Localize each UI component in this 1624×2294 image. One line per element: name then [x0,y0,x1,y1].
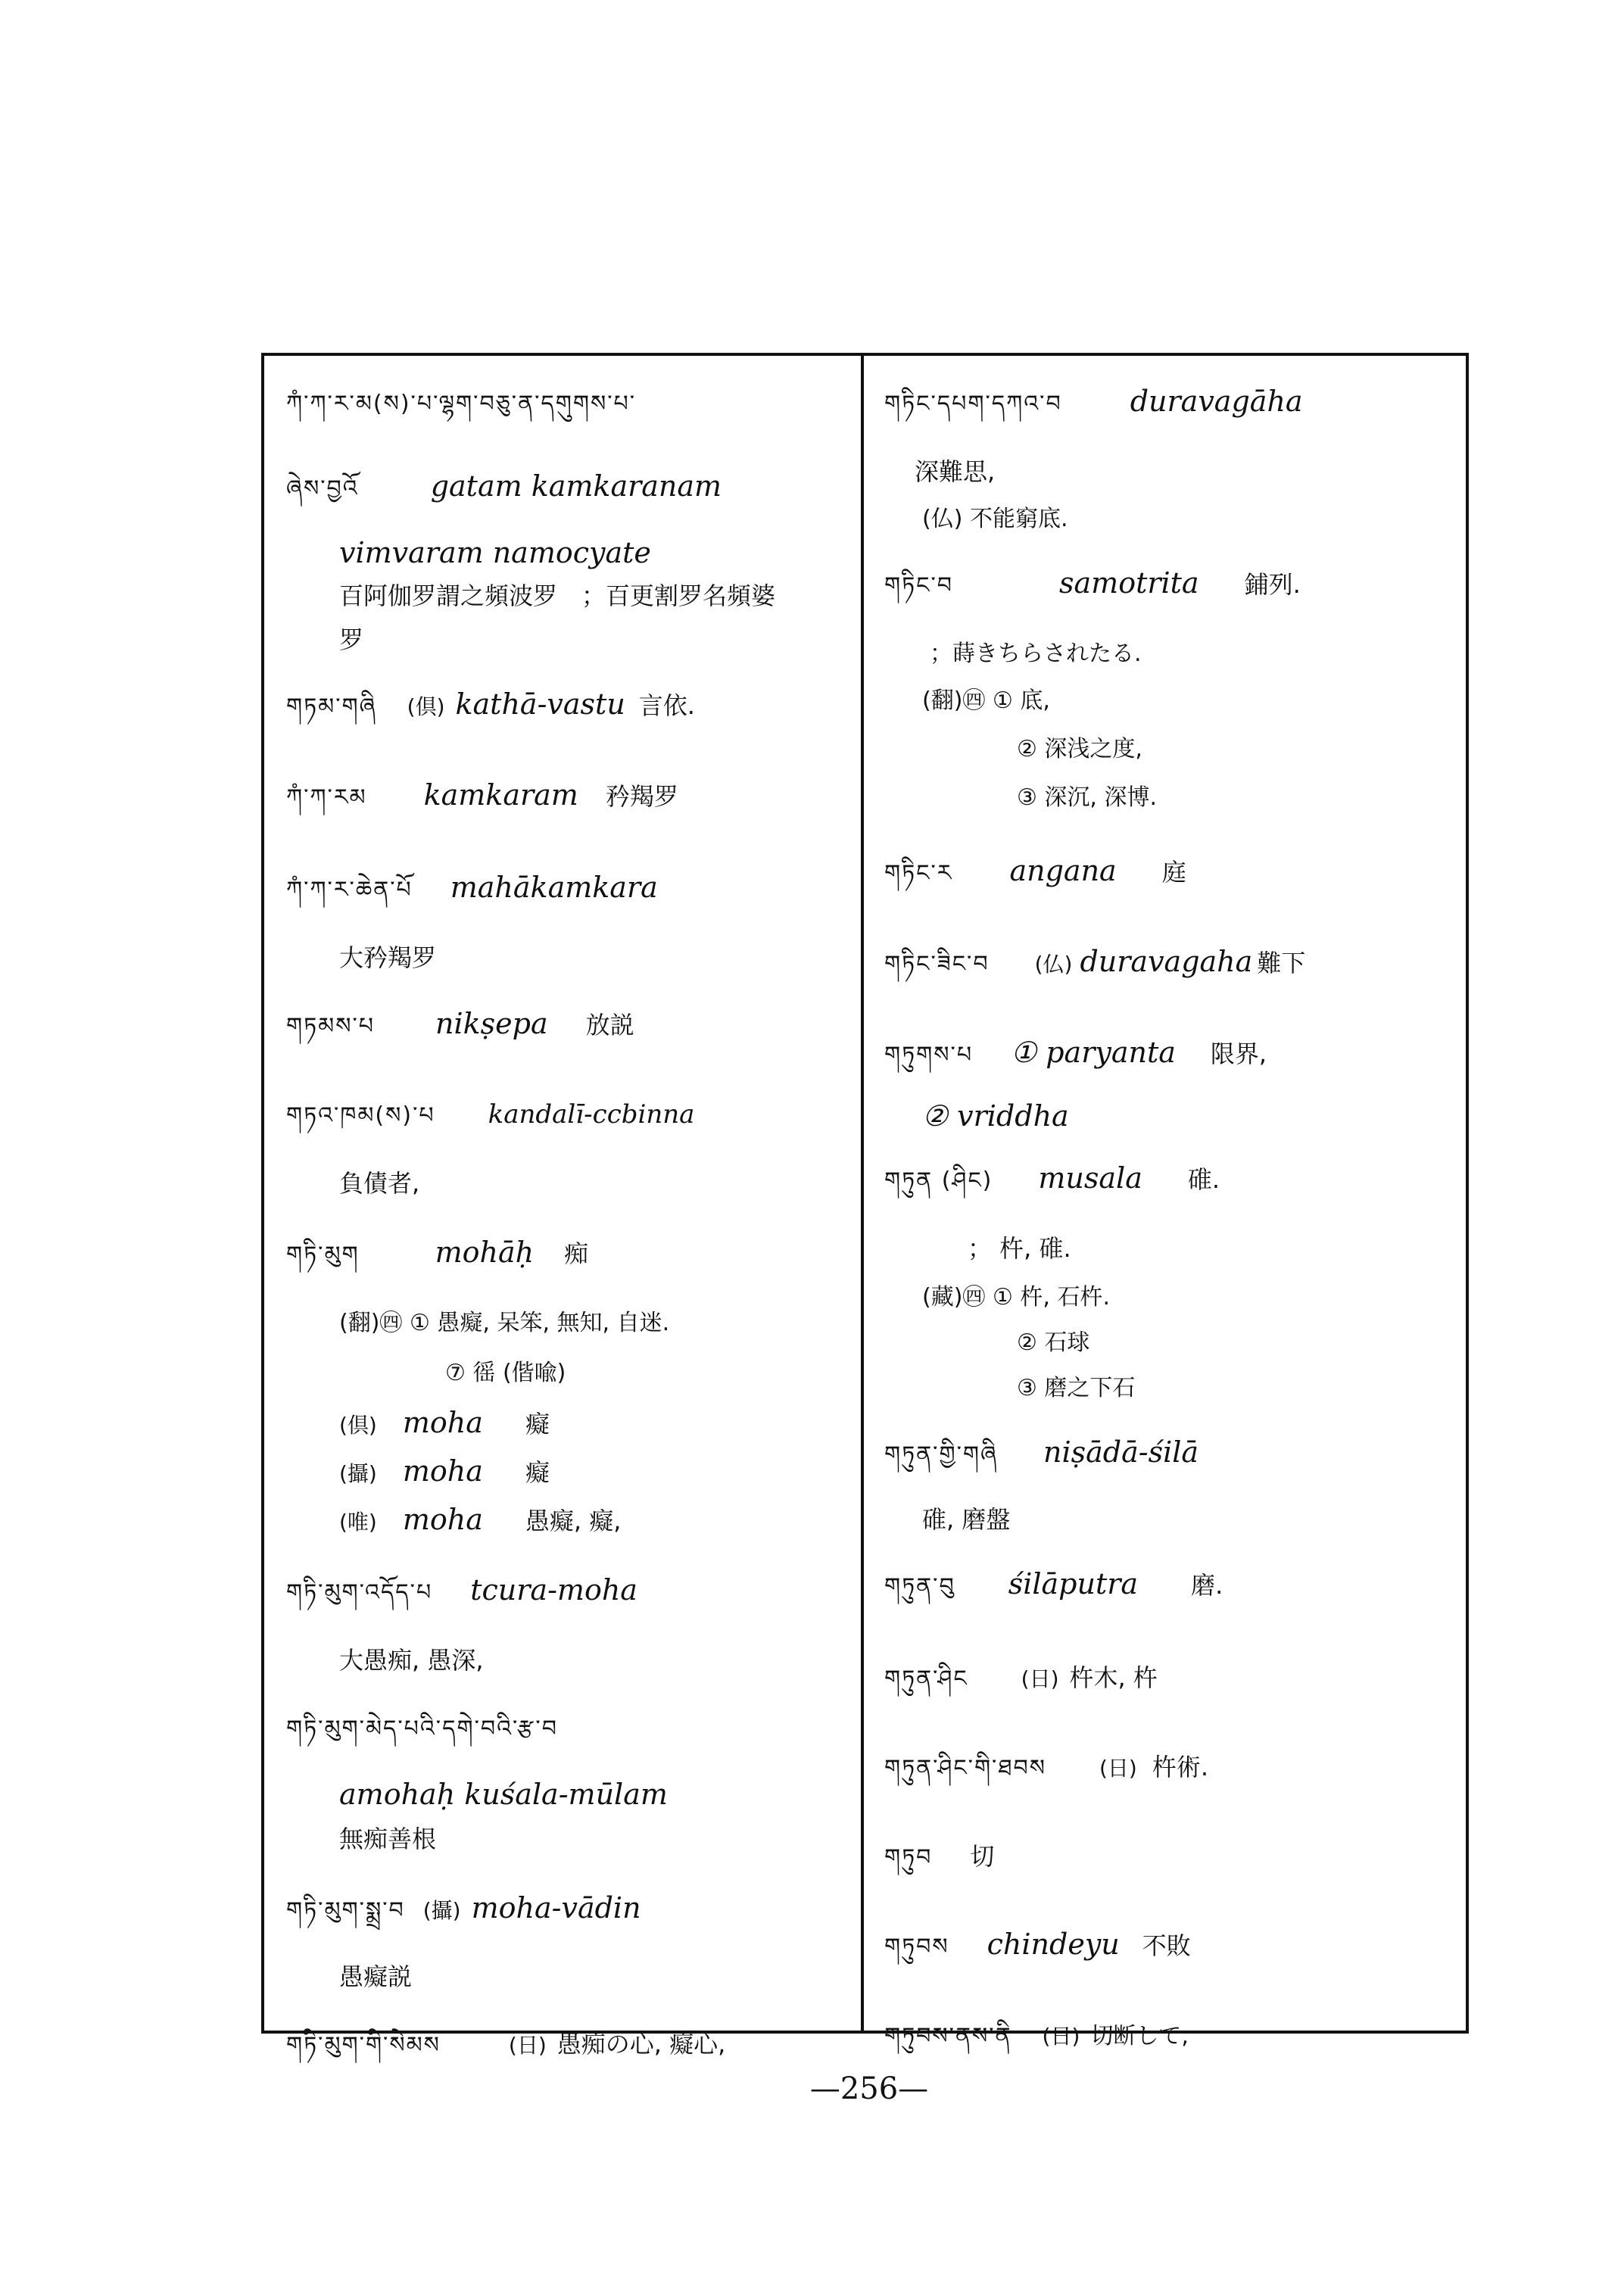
entry [884,1429,1460,1535]
chinese-gloss: 無痴善根 [339,1825,437,1853]
sense-line: ② 深浅之度, [1017,736,1142,762]
chinese-gloss: 愚癡, 癡, [525,1507,622,1535]
entry [884,1832,1460,1896]
sanskrit: moha-vādin [471,1891,641,1925]
source-tag: (日) [1021,1666,1059,1691]
chinese-gloss: 愚痴の心, 癡心, [556,2030,726,2059]
chinese-gloss: 鋪列. [1244,570,1301,599]
chinese-gloss: 癡 [525,1410,550,1438]
chinese-gloss-continued: (仏) 不能窮底. [922,506,1068,532]
chinese-gloss: 言依. [638,691,695,720]
sanskrit: chindeyu [987,1928,1120,1961]
sense-line: (藏)㊃ ① 杵, 石杵. [922,1284,1110,1311]
entry [884,2011,1460,2074]
sanskrit: kathā-vastu [455,687,625,721]
headword: གཏམ་གཞི [286,693,377,720]
chinese-gloss: 大愚痴, 愚深, [339,1646,484,1675]
sanskrit: musala [1038,1161,1142,1195]
headword: གཏམས་པ [286,1013,375,1039]
entry [286,1090,850,1199]
entry [884,1155,1460,1402]
sanskrit: nikṣepa [435,1007,548,1040]
chinese-gloss: 矜羯罗 [605,782,678,811]
sanskrit: angana [1009,854,1117,887]
entry [286,772,850,836]
headword: གཏི་མུག་འདོད་པ [286,1579,433,1606]
sanskrit: śilāputra [1008,1567,1139,1601]
chinese-gloss: 庭 [1161,858,1186,887]
chinese-gloss: 深難思, [915,457,996,486]
entry [286,1567,850,1676]
sanskrit: mahākamkara [450,871,658,904]
sense-line: (翻)㊃ ① 愚癡, 呆笨, 無知, 自迷. [339,1310,670,1336]
chinese-gloss: 杵術. [1152,1753,1209,1781]
entry [884,939,1460,1002]
entry [884,1743,1460,1806]
sanskrit: mohāḥ [435,1236,535,1269]
chinese-gloss: 難下 [1257,949,1306,977]
sanskrit: amohaḥ kuśala-mūlam [339,1778,668,1811]
headword: ཀཾ་ཀ་ར་མ(ས)་པ་ལྷག་བཅུ་ན་དགུགས་པ་ [286,391,637,417]
source-tag: (仏) [1034,952,1073,977]
headword: གཏི་མུག་སྨྲ་བ [286,1897,405,1924]
sense-line: ⑦ 徭 (偕喩) [445,1360,566,1386]
sense-line: ③ 深沉, 深博. [1017,784,1158,811]
headword: གཏུགས་པ [884,1042,974,1068]
chinese-gloss: 負債者, [339,1169,420,1198]
entry [884,560,1460,812]
sense-line: (翻)㊃ ① 底, [922,687,1050,714]
sanskrit: moha [402,1454,483,1488]
entry [884,1653,1460,1717]
page-number: —256— [809,2071,929,2106]
chinese-gloss: 碓, 磨盤 [922,1505,1011,1534]
headword: གཏུབས་ནས་ནི [884,2023,1012,2049]
left-column [286,379,850,2084]
column-divider [861,353,864,2034]
headword-continued: ཞེས་བྱའོ [286,475,359,502]
entry [286,681,850,745]
source-tag: (攝) [422,1898,461,1923]
sanskrit: ① paryanta [1011,1036,1176,1069]
sanskrit: tcura-moha [470,1573,637,1607]
entry [884,1030,1460,1133]
chinese-gloss: 限界, [1210,1039,1267,1068]
headword: གཏིང་ཟིང་བ [884,951,990,977]
sanskrit: kandalī-ccbinna [488,1099,695,1130]
chinese-gloss: 大矜羯罗 [339,943,437,972]
sanskrit: moha [402,1406,483,1439]
entry [884,1561,1460,1625]
sanskrit-alt: ② vriddha [922,1099,1069,1133]
headword: གཏུབ [884,1844,933,1871]
chinese-gloss: 愚癡説 [339,1962,413,1991]
chinese-gloss: 碓. [1187,1165,1220,1194]
sense-line: ③ 磨之下石 [1017,1375,1136,1401]
sanskrit: duravagaha [1080,945,1253,978]
sense-line: ② 石球 [1017,1329,1090,1356]
headword: གཏུན་ཤིང [884,1666,968,1692]
headword: གཏུན་བུ [884,1573,955,1600]
sanskrit: gatam kamkaranam [430,469,722,503]
entry [884,848,1460,912]
chinese-gloss: 磨. [1191,1571,1223,1600]
source-tag: (倶) [339,1413,377,1438]
entry [884,1922,1460,1985]
headword: གཏའ་ཁམ(ས)་པ [286,1102,435,1129]
headword: གཏུབས [884,1934,949,1960]
chinese-gloss-continued: 罗 [339,625,364,654]
sanskrit: duravagāha [1130,385,1303,418]
headword: གཏི་མུག་གི་སེམས [286,2032,441,2059]
headword: གཏུན་གྱི་གཞི [884,1442,999,1468]
source-tag: (唯) [339,1510,377,1535]
source-tag: (攝) [339,1461,377,1486]
chinese-gloss: 癡 [525,1458,550,1487]
headword: གཏིང་དཔག་དཀའ་བ [884,391,1062,417]
headword: གཏུན (ཤིང) [884,1167,993,1194]
sanskrit: moha [402,1503,483,1536]
sanskrit-continued: vimvaram namocyate [339,536,651,569]
headword: གཏི་མུག [286,1242,360,1268]
entry [286,379,850,656]
chinese-gloss: 放説 [585,1011,634,1039]
source-tag: (日) [1099,1756,1137,1781]
entry [884,379,1460,533]
chinese-gloss: 杵木, 杵 [1069,1663,1158,1692]
entry [286,865,850,974]
headword: གཏི་མུག་མེད་པའི་དགེ་བའི་རྩ་བ [286,1716,558,1742]
chinese-gloss: 不敗 [1142,1931,1191,1960]
headword: གཏིང་ར [884,860,953,887]
sanskrit: kamkaram [423,778,578,812]
chinese-gloss: 痴 [564,1239,589,1268]
headword: གཏུན་ཤིང་གི་ཐབས [884,1755,1046,1781]
source-tag: (日) [508,2033,547,2058]
headword: ཀཾ་ཀ་ར་ཆེན་པོ [286,877,413,903]
japanese-gloss: ；蒔きちらされたる. [930,641,1142,667]
entry [286,1001,850,1064]
source-tag: (倶) [407,694,445,719]
entry [286,1703,850,1855]
japanese-gloss: 切断して, [1090,2023,1189,2049]
headword: གཏིང་བ [884,572,953,599]
chinese-gloss-continued: ； 杵, 碓. [968,1234,1071,1263]
source-tag: (日) [1042,2024,1080,2049]
sanskrit: niṣādā-śilā [1043,1435,1199,1469]
sanskrit: samotrita [1059,566,1199,600]
headword: ཀཾ་ཀ་རམ [286,784,367,811]
entry [286,2020,850,2084]
entry [286,1230,850,1537]
chinese-gloss: 切 [970,1842,995,1871]
right-column [884,379,1460,2074]
entry [286,1885,850,1993]
chinese-gloss: 百阿伽罗謂之頻波罗 ；百更割罗名頻婆 [339,581,776,610]
